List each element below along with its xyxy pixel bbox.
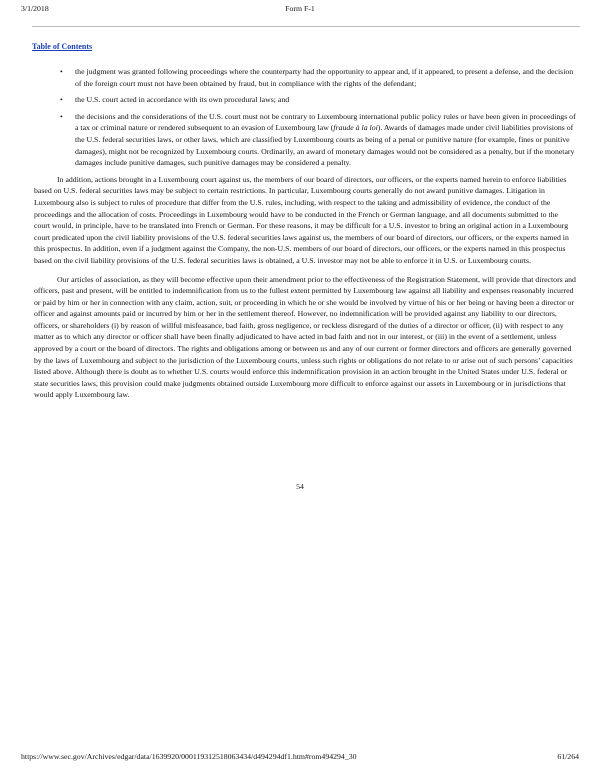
bullet-icon: • (60, 95, 63, 105)
document-title: Form F-1 (285, 4, 315, 13)
bullet-list (34, 66, 576, 169)
document-body (34, 66, 576, 408)
table-of-contents-link[interactable]: Table of Contents (32, 42, 93, 51)
page-number: 54 (296, 482, 304, 491)
bullet-icon: • (60, 111, 63, 121)
list-item-text-cont: ). Awards of damages made under civil liabilities provisions of the U.S. federal securities laws, or other laws, which are classified by Luxembourg courts as being of a penal or punitive nature (for example, fines or punitive damages), might not be recognized by Luxembourg courts. Ordinarily, an award of monetary damages would not be considered as a penalty, but if the monetary damages include punitive damages, such punitive damages may be considered a penalty. (75, 123, 575, 168)
footer-url: https://www.sec.gov/Archives/edgar/data/1639920/000119312518063434/d494294df1.htm#rom494294_30 (21, 752, 357, 761)
list-item-text: the judgment was granted following proceedings where the counterparty had the opportunity to appear and, if it appeared, to present a defense, and the decision of the foreign court must not have been obtained by fraud, but in compliance with the rights of the defendant; (75, 67, 574, 88)
print-date: 3/1/2018 (21, 4, 49, 13)
list-item-text: the decisions and the considerations of the U.S. court must not be contrary to Luxembourg international public policy rules or have been given in proceedings of a tax or criminal nature or rendered subsequent to an evasion of Luxembourg law ( (75, 111, 576, 133)
list-item (34, 111, 576, 169)
list-item (34, 94, 576, 106)
italic-term: fraude à la loi (333, 123, 378, 133)
header-divider (32, 26, 580, 27)
paragraph-indemnification: Our articles of association, as they will become effective upon their amendment prior to the effectiveness of the Registration Statement, will provide that directors and officers, past and present, will be entitled to indemnification from us to the fullest extent permitted by Luxembourg law against all liability and expenses reasonably incurred or paid by him or her in connection with any claim, action, suit, or proceeding in which he or she would be involved by virtue of his or her being or having been a director or officer and against amounts paid or incurred by him or her in the settlement thereof. However, no indemnification will be provided against any liability to our directors, officers, or shareholders (i) by reason of willful misfeasance, bad faith, gross negligence, or reckless disregard of the duties of a director or officer, (ii) with respect to any matter as to which any director or officer shall have been finally adjudicated to have acted in bad faith and not in our interest, or (iii) in the event of a settlement, unless approved by a court or the board of directors. The rights and obligations among or between us and any of our current or former directors and officers are generally governed by the laws of Luxembourg and subject to the jurisdiction of the Luxembourg courts, unless such rights or obligations do not relate to or arise out of such persons’ capacities listed above. Although there is doubt as to whether U.S. courts would enforce this indemnification provision in an action brought in the United States under U.S. federal or state securities laws, this provision could make judgments obtained outside Luxembourg more difficult to enforce against our assets in Luxembourg or in jurisdictions that would apply Luxembourg law. (34, 274, 576, 400)
list-item (34, 66, 576, 89)
list-item-text: the U.S. court acted in accordance with its own procedural laws; and (75, 95, 290, 105)
page-header (21, 4, 579, 16)
footer-page-count: 61/264 (557, 752, 579, 761)
paragraph-enforcement: In addition, actions brought in a Luxembourg court against us, the members of our board of directors, our officers, or the experts named herein to enforce liabilities based on U.S. federal securities laws may be subject to certain restrictions. In particular, Luxembourg courts generally do not award punitive damages. Litigation in Luxembourg also is subject to rules of procedure that differ from the U.S. rules, including, with respect to the taking and admissibility of evidence, the conduct of the proceedings and the allocation of costs. Proceedings in Luxembourg would have to be conducted in the French or German language, and all documents submitted to the court would, in principle, have to be translated into French or German. For these reasons, it may be difficult for a U.S. investor to bring an original action in a Luxembourg court predicated upon the civil liability provisions of the U.S. federal securities laws against us, the members of our board of directors, our officers, or the experts named in this prospectus. In addition, even if a judgment against the Company, the non-U.S. members of our board of directors, our officers, or the experts named in this prospectus based on the civil liability provisions of the U.S. federal securities laws is obtained, a U.S. investor may not be able to enforce it in U.S. or Luxembourg courts. (34, 174, 569, 265)
bullet-icon: • (60, 67, 63, 76)
